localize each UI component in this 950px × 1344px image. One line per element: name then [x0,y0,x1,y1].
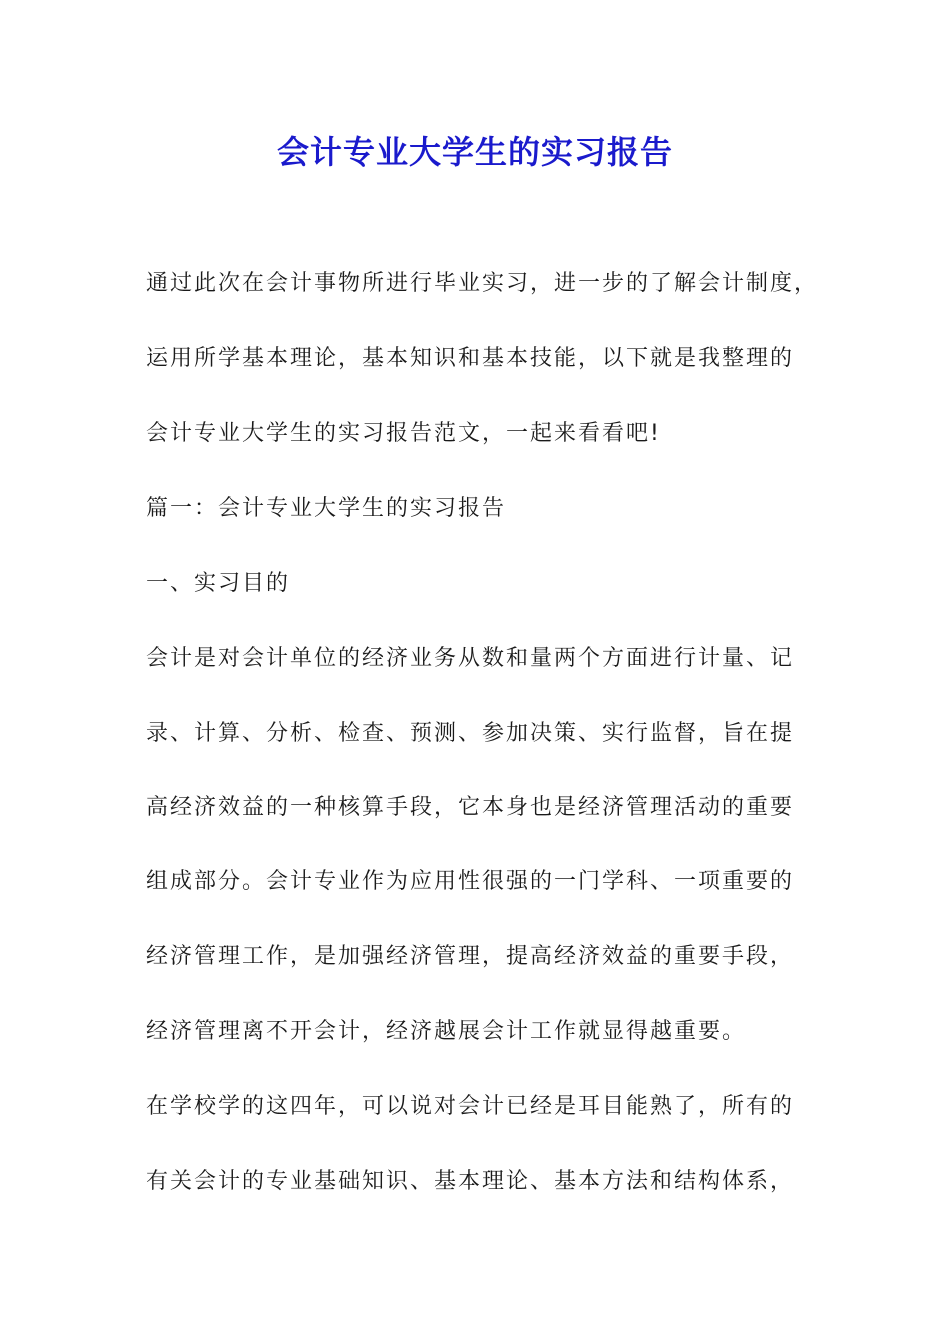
paragraph-line: 录、计算、分析、检查、预测、参加决策、实行监督，旨在提 [146,721,795,746]
paragraph-line: 经济管理工作，是加强经济管理，提高经济效益的重要手段， [146,944,795,969]
paragraph-line: 会计专业大学生的实习报告范文，一起来看看吧! [146,421,661,446]
paragraph-line: 高经济效益的一种核算手段，它本身也是经济管理活动的重要 [146,795,795,820]
subsection-heading: 一、实习目的 [146,571,291,596]
document-title: 会计专业大学生的实习报告 [276,133,673,171]
paragraph-line: 组成部分。会计专业作为应用性很强的一门学科、一项重要的 [146,869,795,894]
paragraph-line: 经济管理离不开会计，经济越展会计工作就显得越重要。 [146,1019,747,1044]
paragraph-line: 会计是对会计单位的经济业务从数和量两个方面进行计量、记 [146,646,795,671]
paragraph-line: 有关会计的专业基础知识、基本理论、基本方法和结构体系， [146,1169,795,1194]
section-heading: 篇一：会计专业大学生的实习报告 [146,496,507,521]
paragraph-line: 在学校学的这四年，可以说对会计已经是耳目能熟了，所有的 [146,1094,795,1119]
paragraph-line: 运用所学基本理论，基本知识和基本技能，以下就是我整理的 [146,346,795,371]
paragraph-line: 通过此次在会计事物所进行毕业实习，进一步的了解会计制度， [146,271,819,296]
